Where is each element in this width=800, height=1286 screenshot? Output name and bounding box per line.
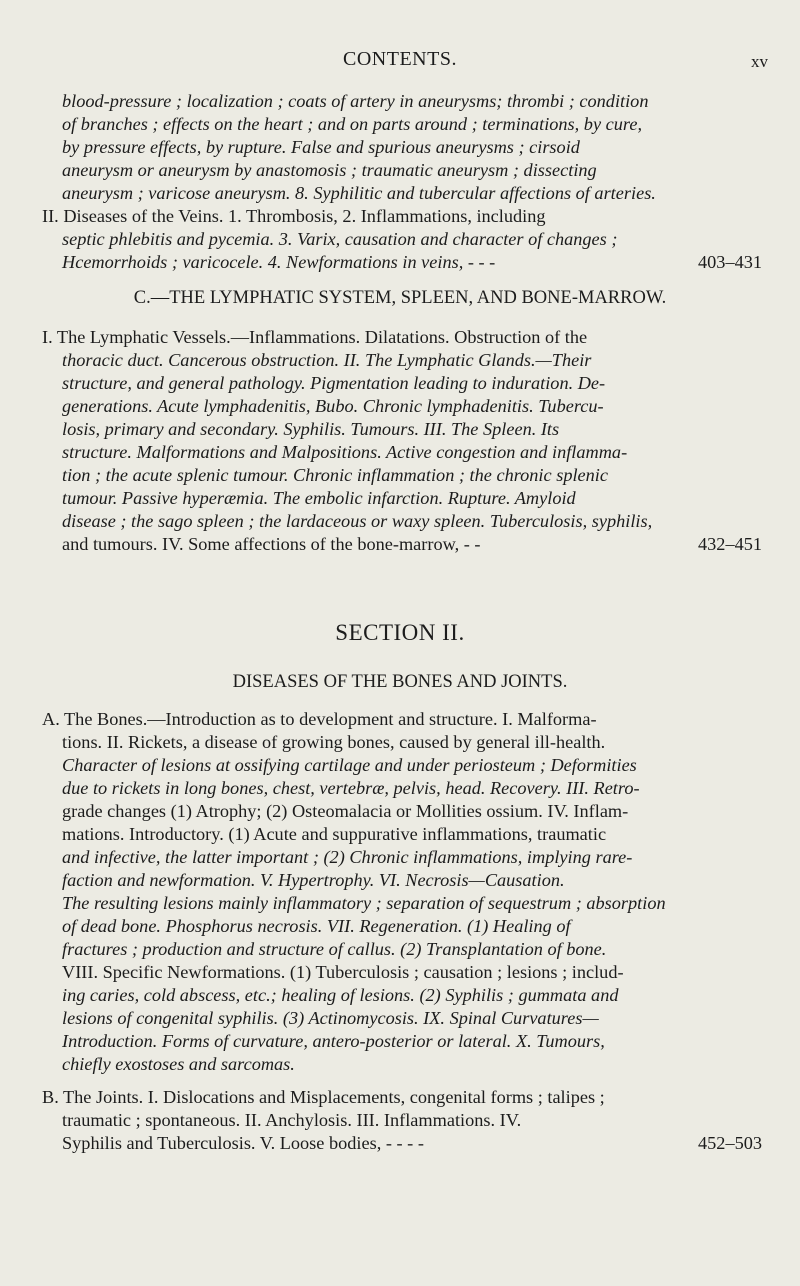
- section-ii-subheading: DISEASES OF THE BONES AND JOINTS.: [232, 672, 568, 692]
- entry-line: faction and newformation. V. Hypertrophy. VI. Necrosis—Causation.: [62, 870, 565, 890]
- entry-line: disease ; the sago spleen ; the lardaceous or waxy spleen. Tuberculosis, syphilis,: [62, 511, 653, 531]
- entry-line: by pressure effects, by rupture. False and spurious aneurysms ; cirsoid: [62, 137, 580, 157]
- entry-line: aneurysm ; varicose aneurysm. 8. Syphilitic and tubercular affections of arteries.: [62, 183, 656, 203]
- entry-line: chiefly exostoses and sarcomas.: [62, 1054, 295, 1074]
- entry-line: A. The Bones.—Introduction as to development and structure. I. Malforma-: [42, 709, 597, 729]
- entry-line: and infective, the latter important ; (2) Chronic inflammations, implying rare-: [62, 847, 633, 867]
- bones-block: [42, 708, 762, 1076]
- entry-line: of dead bone. Phosphorus necrosis. VII. Regeneration. (1) Healing of: [62, 916, 571, 936]
- entry-line: Character of lesions at ossifying cartilage and under periosteum ; Deformities: [62, 755, 637, 775]
- joints-block: [42, 1086, 762, 1155]
- entry-line: aneurysm or aneurysm by anastomosis ; traumatic aneurysm ; dissecting: [62, 160, 597, 180]
- lymphatic-block: [42, 326, 762, 556]
- entry-line: B. The Joints. I. Dislocations and Misplacements, congenital forms ; talipes ;: [42, 1087, 605, 1107]
- entry-line: tion ; the acute splenic tumour. Chronic inflammation ; the chronic splenic: [62, 465, 608, 485]
- entry-line: generations. Acute lymphadenitis, Bubo. Chronic lymphadenitis. Tubercu-: [62, 396, 604, 416]
- page-range: 403–431: [698, 252, 762, 272]
- entry-line: II. Diseases of the Veins. 1. Thrombosis, 2. Inflammations, including: [42, 206, 546, 226]
- entry-line: blood-pressure ; localization ; coats of artery in aneurysms; thrombi ; condition: [62, 91, 649, 111]
- entry-line: and tumours. IV. Some affections of the bone-marrow, - - 432–451: [62, 534, 762, 554]
- entry-line: ing caries, cold abscess, etc.; healing of lesions. (2) Syphilis ; gummata and: [62, 985, 619, 1005]
- entry-line: tions. II. Rickets, a disease of growing bones, caused by general ill-health.: [62, 732, 606, 752]
- entry-line: lesions of congenital syphilis. (3) Actinomycosis. IX. Spinal Curvatures—: [62, 1008, 599, 1028]
- entry-line: structure. Malformations and Malpositions. Active congestion and inflamma-: [62, 442, 628, 462]
- entry-line: of branches ; effects on the heart ; and on parts around ; terminations, by cure,: [62, 114, 643, 134]
- entry-line: losis, primary and secondary. Syphilis. Tumours. III. The Spleen. Its: [62, 419, 560, 439]
- entry-line: structure, and general pathology. Pigmentation leading to induration. De-: [62, 373, 606, 393]
- arteries-veins-block: [42, 90, 762, 274]
- entry-line: The resulting lesions mainly inflammatory ; separation of sequestrum ; absorption: [62, 893, 666, 913]
- entry-line: septic phlebitis and pycemia. 3. Varix, causation and character of changes ;: [62, 229, 618, 249]
- page-range: 432–451: [698, 534, 762, 554]
- running-head: CONTENTS.: [343, 48, 457, 70]
- entry-line: VIII. Specific Newformations. (1) Tuberculosis ; causation ; lesions ; includ-: [62, 962, 624, 982]
- entry-line: traumatic ; spontaneous. II. Anchylosis. III. Inflammations. IV.: [62, 1110, 522, 1130]
- section-ii-heading: SECTION II.: [335, 620, 465, 645]
- page-number: xv: [751, 52, 768, 71]
- entry-line: mations. Introductory. (1) Acute and suppurative inflammations, traumatic: [62, 824, 607, 844]
- entry-line: Syphilis and Tuberculosis. V. Loose bodies, - - - - 452–503: [62, 1133, 762, 1153]
- entry-line: Hcemorrhoids ; varicocele. 4. Newformations in veins, - - - 403–431: [62, 252, 762, 272]
- entry-line: tumour. Passive hyperæmia. The embolic infarction. Rupture. Amyloid: [62, 488, 576, 508]
- page-range: 452–503: [698, 1133, 762, 1153]
- entry-line: I. The Lymphatic Vessels.—Inflammations. Dilatations. Obstruction of the: [42, 327, 588, 347]
- entry-line: due to rickets in long bones, chest, vertebræ, pelvis, head. Recovery. III. Retro-: [62, 778, 640, 798]
- entry-line: fractures ; production and structure of callus. (2) Transplantation of bone.: [62, 939, 607, 959]
- section-c-heading: C.—THE LYMPHATIC SYSTEM, SPLEEN, AND BONE-MARROW.: [133, 288, 667, 308]
- entry-line: thoracic duct. Cancerous obstruction. II. The Lymphatic Glands.—Their: [62, 350, 592, 370]
- entry-line: grade changes (1) Atrophy; (2) Osteomalacia or Mollities ossium. IV. Inflam-: [62, 801, 629, 821]
- entry-line: Introduction. Forms of curvature, antero-posterior or lateral. X. Tumours,: [62, 1031, 605, 1051]
